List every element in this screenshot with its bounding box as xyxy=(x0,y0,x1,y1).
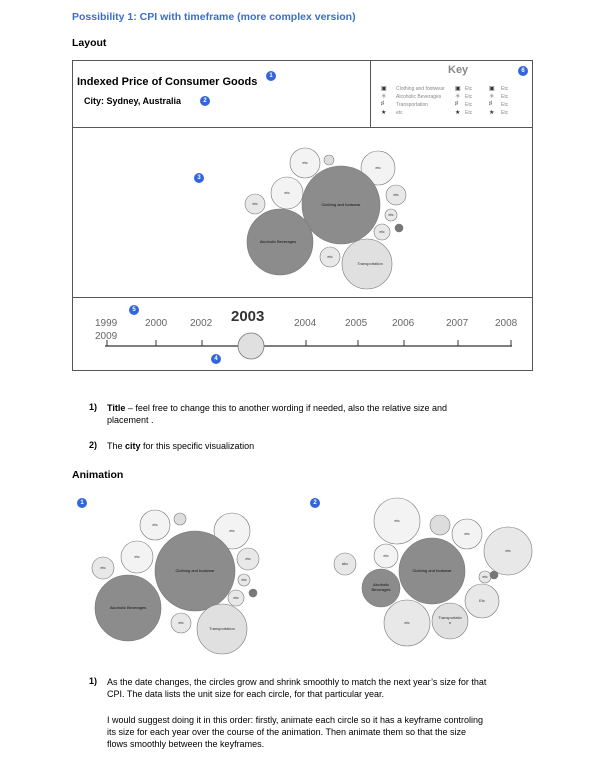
label-alcohol: Alcoholic Beverages xyxy=(259,239,297,244)
viz-city: City: Sydney, Australia xyxy=(84,96,182,106)
key-col3-etc-2: Etc xyxy=(501,94,509,100)
key-legend xyxy=(381,85,531,121)
bubble-small-top xyxy=(324,155,334,165)
clothing-icon: ▣ xyxy=(381,86,387,92)
a2-label-abc: abc xyxy=(341,561,349,566)
key-item-alcohol: Alcoholic Beverages xyxy=(396,94,442,100)
key-col2-etc-3: Etc xyxy=(465,102,473,108)
label-clothing: Clothing and footwear xyxy=(321,202,361,207)
year-2004: 2004 xyxy=(294,318,317,329)
key-col3-icon-4: ★ xyxy=(489,110,495,116)
key-col3-etc-4: Etc xyxy=(501,110,509,116)
key-col2-etc-2: Etc xyxy=(465,94,473,100)
key-item-etc: etc xyxy=(396,110,403,116)
current-year: 2003 xyxy=(231,308,265,325)
a2-label-etc-bottom: etc xyxy=(404,620,410,625)
key-title: Key xyxy=(448,64,469,76)
note-1-line2: placement . xyxy=(107,415,154,425)
key-col3-icon-2: ⚛ xyxy=(489,94,495,100)
a1-label-clothing: Clothing and footwear xyxy=(175,568,215,573)
viz-title: Indexed Price of Consumer Goods xyxy=(77,76,258,88)
label-etc-left: etc xyxy=(284,190,290,195)
a1-label-etc-r2: etc xyxy=(245,556,251,561)
a2-label-etc-left: etc xyxy=(383,553,389,558)
annotation-badge-1: 1 xyxy=(266,71,276,81)
a1-bubble-small xyxy=(174,513,186,525)
a2-label-alcohol-1: Alcoholic xyxy=(372,582,390,587)
year-2002: 2002 xyxy=(190,318,213,329)
note-1-bold: Title xyxy=(107,403,126,413)
alcohol-icon: ⚛ xyxy=(381,94,387,100)
a2-label-transport-1: Transportatio xyxy=(438,615,462,620)
a2-label-etc-r2: etc xyxy=(505,548,511,553)
year-2000: 2000 xyxy=(145,318,168,329)
key-col3-etc-1: Etc xyxy=(501,86,509,92)
label-etc-top: etc xyxy=(302,160,308,165)
label-etc-r2: etc xyxy=(393,192,399,197)
key-divider xyxy=(370,61,371,127)
bubble-cluster-anim-1 xyxy=(85,505,285,655)
anim-badge-2: 2 xyxy=(310,498,320,508)
key-item-transport: Transportation xyxy=(396,102,429,108)
annotation-badge-4: 4 xyxy=(211,354,221,364)
a1-label-etc-r3: etc xyxy=(241,577,247,582)
annotation-badge-6: 6 xyxy=(518,66,528,76)
note-1-text xyxy=(107,402,527,414)
a1-label-etc-right: etc xyxy=(229,528,235,533)
animation-label: Animation xyxy=(72,469,124,481)
a1-label-alcohol: Alcoholic Beverages xyxy=(109,605,147,610)
key-item-clothing: Clothing and footwear xyxy=(396,86,445,92)
key-col2-etc-4: Etc xyxy=(465,110,473,116)
key-col2-etc-1: Etc xyxy=(465,86,473,92)
note-2-text xyxy=(107,440,254,452)
a2-label-etc-top: etc xyxy=(394,518,400,523)
note-1-body: – feel free to change this to another wording if needed, also the relative size and xyxy=(125,403,448,413)
a1-label-etc-far-left: etc xyxy=(100,565,106,570)
year-2007: 2007 xyxy=(446,318,469,329)
a1-label-etc-left: etc xyxy=(134,554,140,559)
note-2-post: for this specific visualization xyxy=(140,441,255,451)
note-1-number: 1) xyxy=(89,402,98,412)
anim-note-line-6: flows smoothly between the keyframes. xyxy=(107,739,265,749)
year-2006: 2006 xyxy=(392,318,415,329)
label-etc-right: etc xyxy=(375,165,381,170)
label-etc-r4: etc xyxy=(379,229,385,234)
note-2-bold: city xyxy=(125,441,141,451)
label-etc-far-left: etc xyxy=(252,201,258,206)
key-col3-icon-1: ▣ xyxy=(489,86,495,92)
key-col2-icon-2: ⚛ xyxy=(455,94,461,100)
bubble-cluster-main xyxy=(230,144,430,294)
year-2009: 2009 xyxy=(95,331,118,342)
a2-label-alcohol-2: Beverages xyxy=(371,587,391,592)
a2-label-etc-r4: Etc xyxy=(479,598,485,603)
annotation-badge-2: 2 xyxy=(200,96,210,106)
label-etc-bottom: etc xyxy=(327,254,333,259)
key-col2-icon-3: ♯ xyxy=(455,101,458,107)
bubble-small-dark xyxy=(395,224,403,232)
anim-note-line-2: CPI. The data lists the unit size for each circle, for that particular year. xyxy=(107,689,384,699)
a2-bubble-small xyxy=(430,515,450,535)
a1-label-etc-r4: etc xyxy=(233,595,239,600)
year-2005: 2005 xyxy=(345,318,368,329)
anim-note-line-4: I would suggest doing it in this order: firstly, animate each circle so it has a keyframe controling xyxy=(107,715,484,725)
a2-label-clothing: Clothing and footwear xyxy=(412,568,452,573)
a1-label-etc-top: etc xyxy=(152,522,158,527)
label-etc-r3: etc xyxy=(388,212,394,217)
header-divider xyxy=(73,127,532,128)
annotation-badge-5: 5 xyxy=(129,305,139,315)
note-2-pre: The xyxy=(107,441,126,451)
label-transport: Transportation xyxy=(357,261,383,266)
page-heading: Possibility 1: CPI with timeframe (more complex version) xyxy=(72,11,356,23)
note-2-number: 2) xyxy=(89,440,98,450)
anim-note-line-5: its size for each year over the course of the animation. Then animate them so that the size xyxy=(107,727,467,737)
year-2008: 2008 xyxy=(495,318,518,329)
a1-label-transport: Transportation xyxy=(209,626,235,631)
anim-badge-1: 1 xyxy=(77,498,87,508)
anim-note-line-1: As the date changes, the circles grow and shrink smoothly to match the next year’s size for that xyxy=(107,677,487,687)
a2-label-etc-right: etc xyxy=(464,531,470,536)
timeline-slider[interactable] xyxy=(100,330,520,360)
key-col2-icon-1: ▣ xyxy=(455,86,461,92)
year-1999: 1999 xyxy=(95,318,118,329)
key-col2-icon-4: ★ xyxy=(455,110,461,116)
etc-icon: ★ xyxy=(381,110,387,116)
transport-icon: ♯ xyxy=(381,101,384,107)
a1-bubble-small-dark xyxy=(249,589,257,597)
layout-label: Layout xyxy=(72,37,107,49)
a1-label-etc-bottom: etc xyxy=(178,620,184,625)
annotation-badge-3: 3 xyxy=(194,173,204,183)
key-col3-etc-3: Etc xyxy=(501,102,509,108)
anim-note-number: 1) xyxy=(89,676,98,686)
key-col3-icon-3: ♯ xyxy=(489,101,492,107)
a2-label-etc-r3: etc xyxy=(482,574,488,579)
a2-label-transport-2: n xyxy=(448,620,452,625)
a2-bubble-small-dark xyxy=(490,571,498,579)
timeline-handle[interactable] xyxy=(238,333,264,359)
bubble-cluster-anim-2 xyxy=(320,490,550,660)
timeline-divider xyxy=(73,297,532,298)
